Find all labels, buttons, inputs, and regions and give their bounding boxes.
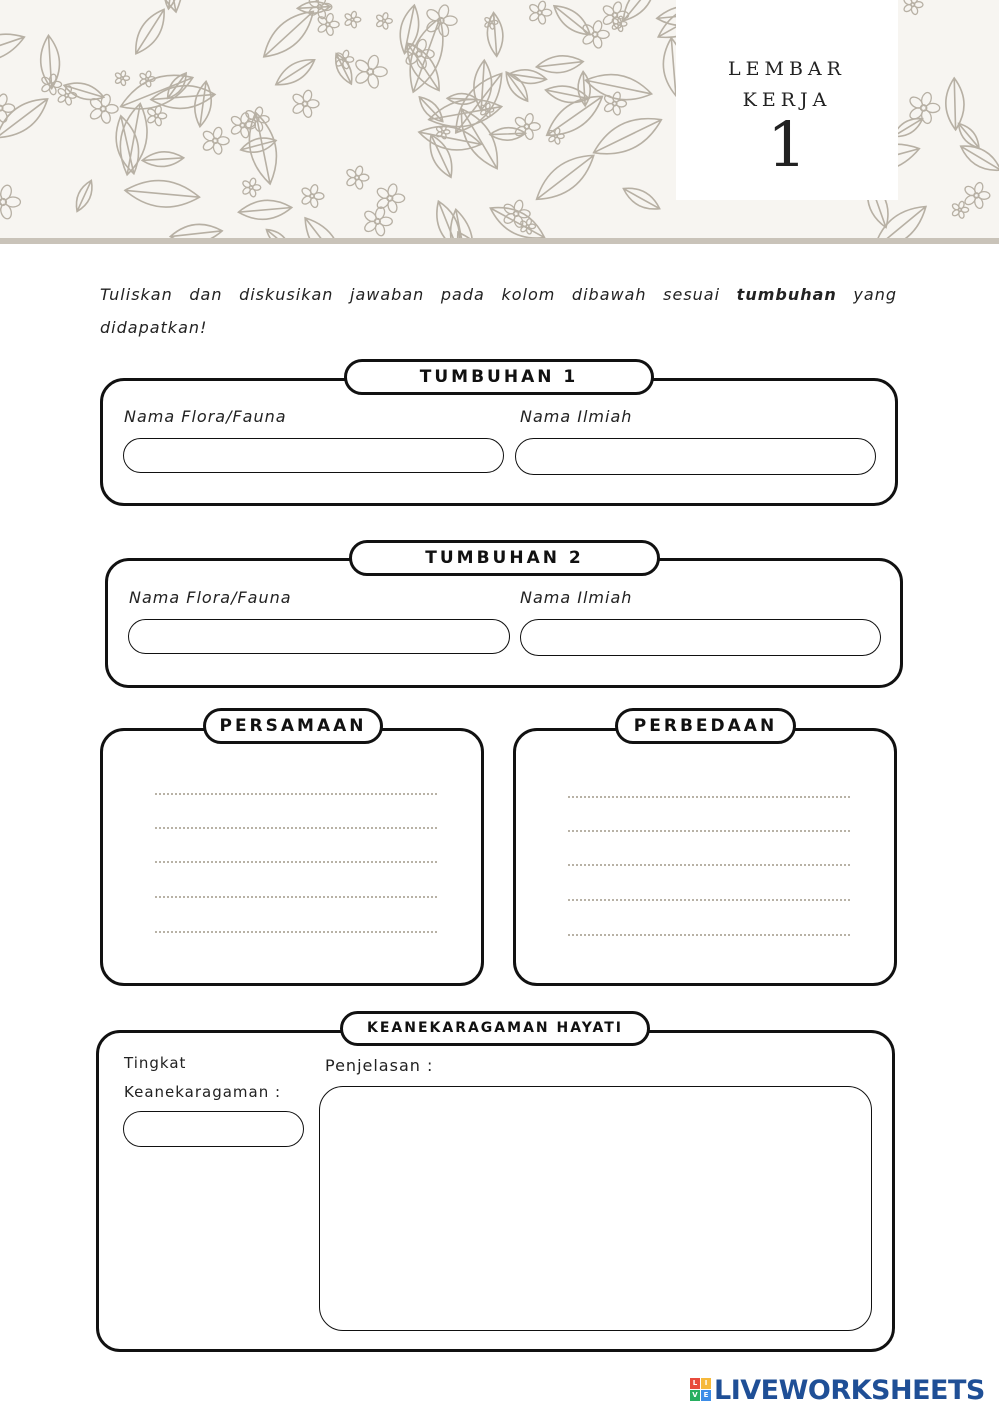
title-card	[676, 0, 898, 200]
pattern-flower-center	[120, 77, 123, 80]
instruction-text	[100, 278, 897, 344]
pattern-flower-center	[145, 77, 148, 80]
pattern-leaf	[0, 90, 54, 147]
pattern-leaf	[0, 96, 1, 110]
persamaan-answer-line[interactable]	[155, 827, 437, 829]
pattern-flower-center	[382, 19, 385, 22]
explanation-label: Penjelasan :	[325, 1056, 434, 1075]
tumbuhan-1-name-field[interactable]	[123, 438, 504, 473]
pattern-leaf	[124, 177, 201, 210]
tumbuhan-1-name-label: Nama Flora/Fauna	[124, 407, 287, 426]
persamaan-answer-line[interactable]	[155, 931, 437, 933]
persamaan-answer-line[interactable]	[155, 896, 437, 898]
perbedaan-title: PERBEDAAN	[615, 708, 796, 744]
keanekaragaman-title: KEANEKARAGAMAN HAYATI	[340, 1011, 650, 1046]
pattern-leaf	[256, 3, 321, 66]
pattern-leaf	[297, 211, 350, 240]
instruction-bold: tumbuhan	[736, 285, 837, 304]
pattern-flower-center	[958, 208, 962, 212]
floral-header	[0, 0, 999, 240]
pattern-leaf	[945, 78, 965, 130]
pattern-leaf	[485, 199, 550, 240]
tumbuhan-2-title: TUMBUHAN 2	[349, 540, 660, 576]
liveworksheets-logo-icon	[690, 1378, 712, 1402]
title-line-2: KERJA	[742, 89, 832, 111]
pattern-leaf	[271, 53, 318, 91]
pattern-leaf	[472, 60, 493, 111]
pattern-flower-center	[489, 21, 492, 24]
pattern-leaf	[142, 151, 184, 168]
persamaan-answer-line[interactable]	[155, 861, 437, 863]
tumbuhan-1-title: TUMBUHAN 1	[344, 359, 654, 395]
instruction-part-2: yang didapatkan!	[100, 285, 898, 337]
perbedaan-answer-line[interactable]	[568, 830, 850, 832]
pattern-flower-center	[65, 93, 69, 97]
logo-letter-i: I	[701, 1378, 711, 1389]
pattern-leaf	[72, 178, 97, 214]
pattern-leaf	[238, 198, 293, 221]
perbedaan-answer-line[interactable]	[568, 899, 850, 901]
pattern-leaf	[128, 4, 172, 58]
explanation-field[interactable]	[319, 1086, 872, 1331]
pattern-leaf	[115, 101, 153, 177]
pattern-leaf	[501, 68, 533, 104]
pattern-flower-center	[441, 130, 444, 133]
persamaan-answer-line[interactable]	[155, 793, 437, 795]
pattern-flower-center	[617, 22, 620, 25]
instruction-part-1: Tuliskan dan diskusikan jawaban pada kolom dibawah sesuai	[100, 285, 737, 304]
pattern-flower-center	[554, 134, 557, 137]
pattern-leaf	[617, 0, 662, 26]
pattern-leaf	[163, 0, 179, 10]
perbedaan-answer-line[interactable]	[568, 864, 850, 866]
liveworksheets-brand	[690, 1374, 990, 1408]
perbedaan-box	[513, 728, 897, 986]
pattern-leaf	[111, 113, 144, 176]
perbedaan-answer-line[interactable]	[568, 796, 850, 798]
level-label-line-2: Keanekaragaman :	[124, 1083, 282, 1101]
pattern-flower-center	[249, 186, 253, 190]
logo-letter-v: V	[690, 1390, 700, 1401]
pattern-flower-center	[351, 18, 354, 21]
brand-wordmark: LIVEWORKSHEETS	[714, 1375, 985, 1406]
pattern-flower-center	[526, 225, 529, 228]
tumbuhan-1-scientific-label: Nama Ilmiah	[520, 407, 633, 426]
worksheet-number: 1	[767, 108, 807, 181]
persamaan-box	[100, 728, 484, 986]
pattern-leaf	[396, 3, 423, 55]
pattern-leaf	[490, 127, 526, 141]
pattern-leaf	[535, 53, 584, 75]
logo-letter-l: L	[690, 1378, 700, 1389]
logo-letter-e: E	[701, 1390, 711, 1401]
pattern-leaf	[529, 145, 602, 209]
pattern-leaf	[588, 108, 667, 165]
pattern-leaf	[0, 26, 28, 69]
pattern-leaf	[0, 106, 1, 120]
tumbuhan-2-scientific-label: Nama Ilmiah	[520, 588, 633, 607]
header-divider	[0, 238, 999, 244]
perbedaan-answer-line[interactable]	[568, 934, 850, 936]
level-field[interactable]	[123, 1111, 304, 1147]
persamaan-title: PERSAMAAN	[203, 708, 383, 744]
tumbuhan-2-name-field[interactable]	[128, 619, 510, 654]
tumbuhan-1-scientific-field[interactable]	[515, 438, 876, 475]
tumbuhan-2-scientific-field[interactable]	[520, 619, 881, 656]
pattern-leaf	[620, 182, 663, 215]
tumbuhan-2-name-label: Nama Flora/Fauna	[129, 588, 292, 607]
level-label-line-1: Tingkat	[124, 1054, 187, 1072]
pattern-leaf	[957, 139, 999, 177]
title-line-1: LEMBAR	[728, 58, 846, 80]
